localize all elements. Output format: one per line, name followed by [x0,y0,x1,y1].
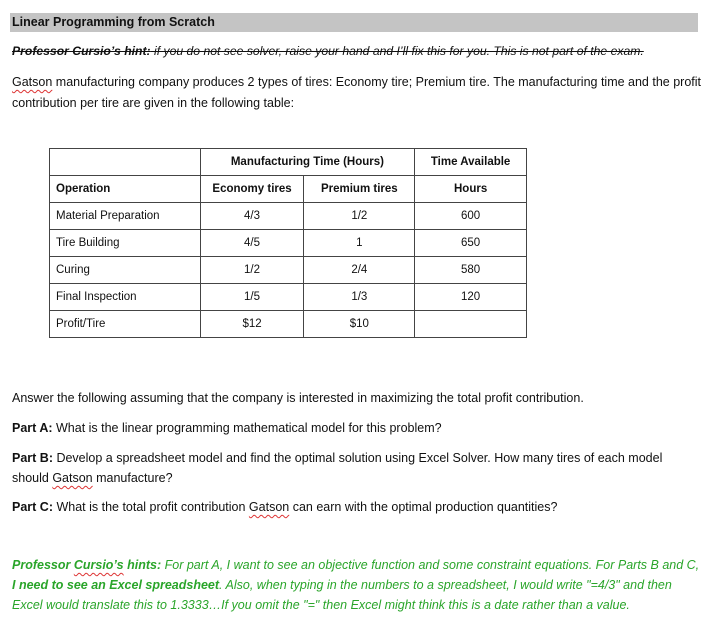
cell-operation: Curing [50,257,201,284]
col-header-hours: Hours [415,176,527,203]
cell-hours [415,311,527,338]
cell-premium: 1/3 [304,284,415,311]
page-title: Linear Programming from Scratch [10,13,698,32]
cell-premium: 1/2 [304,203,415,230]
cell-economy: 4/5 [200,230,304,257]
part-c-tail: can earn with the optimal production quantities? [289,500,558,514]
company-name: Gatson [52,471,93,485]
part-b [12,448,702,488]
part-a-text: What is the linear programming mathematical model for this problem? [52,421,442,435]
table-group-header-row [50,149,527,176]
table-header-row [50,176,527,203]
table-row [50,284,527,311]
group-header-time-available: Time Available [415,149,527,176]
cell-hours: 120 [415,284,527,311]
intro-text: manufacturing company produces 2 types of tires: Economy tire; Premium tire. The manufacturing time and the profit contribution per tire are given in the following table: [12,75,701,110]
table-row [50,257,527,284]
solver-hint [12,44,702,58]
problem-intro [12,72,702,114]
cell-operation: Material Preparation [50,203,201,230]
table-row [50,311,527,338]
hints-label: Professor Cursio’s hints: [12,558,162,572]
solver-hint-label: Professor Cursio’s hint: [12,44,151,58]
cell-premium: 1 [304,230,415,257]
manufacturing-table [49,148,527,338]
group-header-manufacturing: Manufacturing Time (Hours) [200,149,415,176]
table-row [50,230,527,257]
cell-premium: 2/4 [304,257,415,284]
cell-hours: 580 [415,257,527,284]
cell-economy: 1/5 [200,284,304,311]
hints-text-1: For part A, I want to see an objective function and some constraint equations. For Parts B and C, [161,558,700,572]
part-b-text: Develop a spreadsheet model and find the optimal solution using Excel Solver. How many tires of each model should [12,451,663,485]
cell-economy: $12 [200,311,304,338]
cell-operation: Profit/Tire [50,311,201,338]
answer-intro: Answer the following assuming that the company is interested in maximizing the total profit contribution. [12,391,584,405]
cell-premium: $10 [304,311,415,338]
cell-operation: Final Inspection [50,284,201,311]
table-empty-cell [50,149,201,176]
part-b-label: Part B: [12,451,53,465]
solver-hint-text: if you do not see solver, raise your hand and I’ll fix this for you. This is not part of the exam. [150,44,644,58]
cell-hours: 650 [415,230,527,257]
cell-operation: Tire Building [50,230,201,257]
cell-hours: 600 [415,203,527,230]
company-name: Gatson [12,75,53,89]
hints-bold: I need to see an Excel spreadsheet [12,578,220,592]
cell-economy: 1/2 [200,257,304,284]
part-b-tail: manufacture? [92,471,173,485]
table-row [50,203,527,230]
professor-hints [12,555,704,615]
cell-economy: 4/3 [200,203,304,230]
hints-text-2: . Also, when typing in the numbers to a spreadsheet, I would write "=4/3" and then Excel would translate this to 1.3333…If you omit the "=" then Excel might think this is a date rather than a value. [12,578,672,612]
company-name: Gatson [248,500,290,514]
col-header-operation: Operation [50,176,201,203]
part-c-label: Part C: [12,500,53,514]
part-a [12,418,702,438]
col-header-economy: Economy tires [200,176,304,203]
col-header-premium: Premium tires [304,176,415,203]
part-c-text: What is the total profit contribution [52,500,249,514]
part-c [12,497,702,517]
part-a-label: Part A: [12,421,53,435]
